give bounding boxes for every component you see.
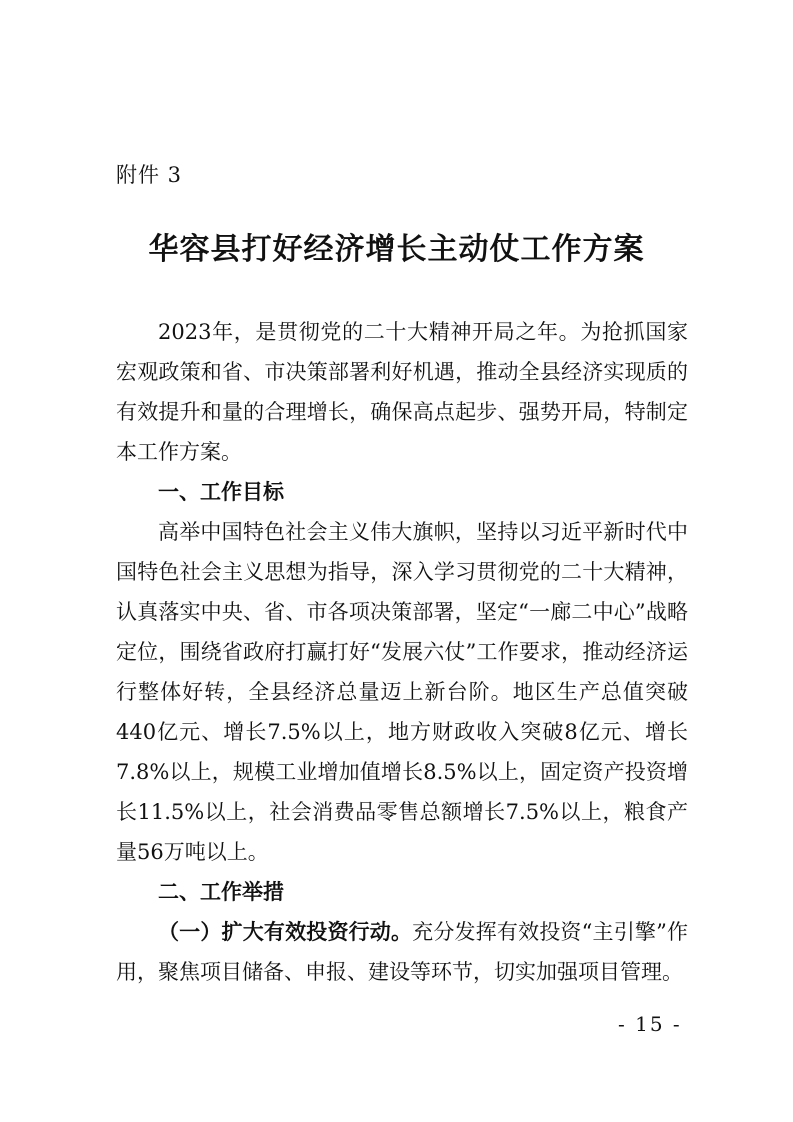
page-number: - 15 - xyxy=(618,1012,682,1036)
document-title: 华容县打好经济增长主动仗工作方案 xyxy=(148,232,645,267)
measure-1-text: 充分发挥有效投资“主引擎”作用，聚焦项目储备、申报、建设等环节，切实加强项目管理。 xyxy=(116,920,688,984)
measure-paragraph-1 xyxy=(116,912,688,992)
section-heading-goals: 一、工作目标 xyxy=(158,480,284,504)
intro-paragraph: 2023年，是贯彻党的二十大精神开局之年。为抢抓国家宏观政策和省、市决策部署利好机遇，推动全县经济实现质的有效提升和量的合理增长，确保高点起步、强势开局，特制定本工作方案。 xyxy=(116,320,688,464)
document-body xyxy=(116,312,688,992)
section-heading-measures: 二、工作举措 xyxy=(158,880,284,904)
measure-1-label: （一）扩大有效投资行动。 xyxy=(158,919,413,944)
goals-paragraph: 高举中国特色社会主义伟大旗帜，坚持以习近平新时代中国特色社会主义思想为指导，深入学习贯彻党的二十大精神，认真落实中央、省、市各项决策部署，坚定“一廊二中心”战略定位，围绕省政府打赢打好“发展六仗”工作要求，推动经济运行整体好转，全县经济总量迈上新台阶。地区生产总值突破440亿元、增长7.5%以上，地方财政收入突破8亿元、增长7.8%以上，规模工业增加值增长8.5%以上，固定资产投资增长11.5%以上，社会消费品零售总额增长7.5%以上，粮食产量56万吨以上。 xyxy=(116,520,688,864)
attachment-label: 附件 3 xyxy=(116,163,183,187)
